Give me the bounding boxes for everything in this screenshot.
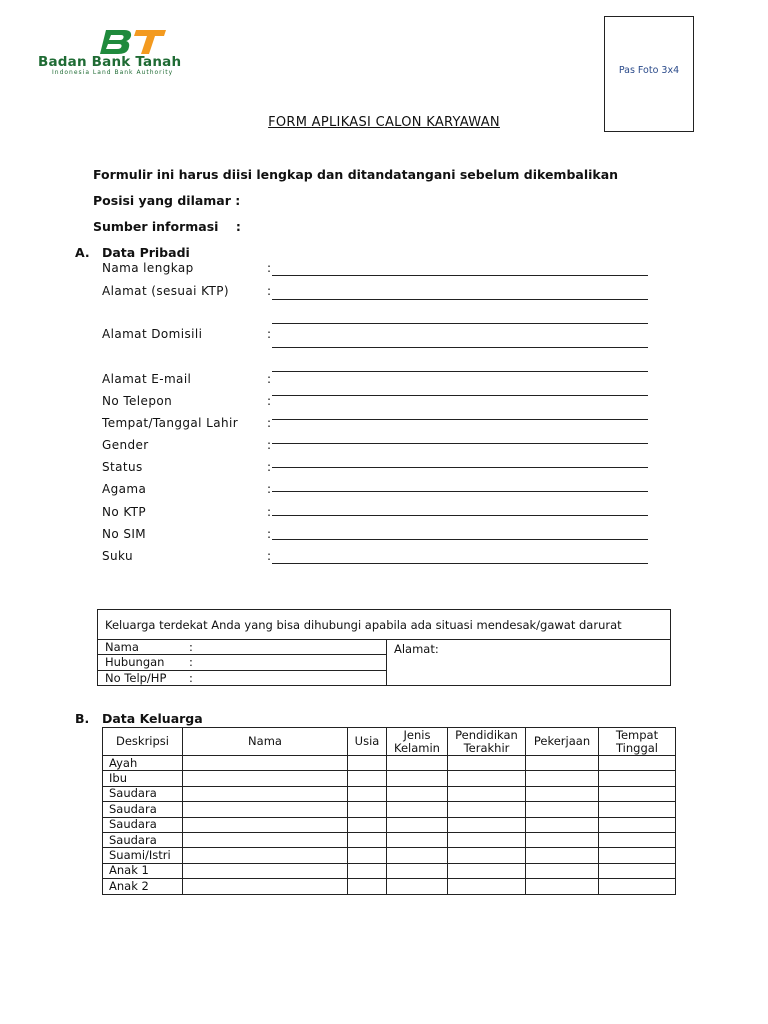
field-line-email[interactable] <box>272 395 648 396</box>
field-colon: : <box>267 261 272 275</box>
table-row <box>103 786 676 801</box>
table-row <box>103 863 676 878</box>
cell-deskripsi: Saudara <box>103 786 183 801</box>
cell-nama[interactable] <box>183 832 348 847</box>
field-colon: : <box>267 416 272 430</box>
field-line-status[interactable] <box>272 491 648 492</box>
emergency-label: Nama <box>105 640 139 654</box>
cell-jenis-kelamin[interactable] <box>387 802 448 817</box>
cell-usia[interactable] <box>348 879 387 894</box>
cell-usia[interactable] <box>348 848 387 863</box>
cell-tempat-tinggal[interactable] <box>599 879 676 894</box>
cell-pekerjaan[interactable] <box>526 802 599 817</box>
cell-nama[interactable] <box>183 786 348 801</box>
field-line-agama[interactable] <box>272 515 648 516</box>
cell-tempat-tinggal[interactable] <box>599 817 676 832</box>
table-row <box>103 771 676 786</box>
field-label-ttl: Tempat/Tanggal Lahir <box>102 416 239 430</box>
field-colon: : <box>267 394 272 408</box>
field-label-email: Alamat E-mail <box>102 372 192 386</box>
field-label-suku: Suku <box>102 549 134 563</box>
cell-deskripsi: Ibu <box>103 771 183 786</box>
posisi-field[interactable]: Posisi yang dilamar : <box>93 193 241 208</box>
col-jenis-kelamin: Jenis Kelamin <box>387 728 448 756</box>
field-line-gender[interactable] <box>272 467 648 468</box>
cell-tempat-tinggal[interactable] <box>599 802 676 817</box>
field-colon: : <box>267 284 272 298</box>
cell-pekerjaan[interactable] <box>526 756 599 771</box>
table-row <box>103 817 676 832</box>
cell-pendidikan[interactable] <box>448 802 526 817</box>
cell-nama[interactable] <box>183 817 348 832</box>
cell-tempat-tinggal[interactable] <box>599 786 676 801</box>
field-line-ttl[interactable] <box>272 443 648 444</box>
cell-deskripsi: Saudara <box>103 832 183 847</box>
cell-usia[interactable] <box>348 832 387 847</box>
photo-label: Pas Foto 3x4 <box>618 65 680 76</box>
field-label-alamat-domisili: Alamat Domisili <box>102 327 203 341</box>
cell-nama[interactable] <box>183 879 348 894</box>
col-nama: Nama <box>183 728 348 756</box>
cell-tempat-tinggal[interactable] <box>599 848 676 863</box>
cell-deskripsi: Saudara <box>103 817 183 832</box>
cell-pekerjaan[interactable] <box>526 817 599 832</box>
cell-nama[interactable] <box>183 756 348 771</box>
cell-nama[interactable] <box>183 771 348 786</box>
table-row <box>103 848 676 863</box>
family-table-header <box>103 728 676 756</box>
cell-deskripsi: Saudara <box>103 802 183 817</box>
cell-deskripsi: Suami/Istri <box>103 848 183 863</box>
field-label-agama: Agama <box>102 482 147 496</box>
instruction-text: Formulir ini harus diisi lengkap dan ditandatangani sebelum dikembalikan <box>93 167 619 182</box>
cell-jenis-kelamin[interactable] <box>387 879 448 894</box>
cell-pekerjaan[interactable] <box>526 832 599 847</box>
cell-jenis-kelamin[interactable] <box>387 786 448 801</box>
col-tempat-tinggal: Tempat Tinggal <box>599 728 676 756</box>
cell-pekerjaan[interactable] <box>526 879 599 894</box>
emergency-alamat-label: Alamat: <box>394 642 439 656</box>
table-row <box>103 832 676 847</box>
emergency-colon: : <box>189 640 193 654</box>
section-a-title: Data Pribadi <box>102 245 190 260</box>
field-colon: : <box>267 527 272 541</box>
cell-pendidikan[interactable] <box>448 756 526 771</box>
field-label-status: Status <box>102 460 143 474</box>
field-line-alamat-domisili[interactable] <box>272 347 648 348</box>
logo-subtitle: Indonesia Land Bank Authority <box>52 69 174 76</box>
cell-nama[interactable] <box>183 802 348 817</box>
field-colon: : <box>267 327 272 341</box>
emergency-contact-box <box>97 609 671 686</box>
cell-usia[interactable] <box>348 756 387 771</box>
cell-pendidikan[interactable] <box>448 771 526 786</box>
field-colon: : <box>267 372 272 386</box>
emergency-colon: : <box>189 655 193 670</box>
table-row <box>103 802 676 817</box>
col-deskripsi: Deskripsi <box>103 728 183 756</box>
col-pekerjaan: Pekerjaan <box>526 728 599 756</box>
table-row <box>103 879 676 894</box>
cell-tempat-tinggal[interactable] <box>599 756 676 771</box>
field-label-nama: Nama lengkap <box>102 261 194 275</box>
emergency-label: No Telp/HP <box>105 670 167 685</box>
cell-jenis-kelamin[interactable] <box>387 832 448 847</box>
emergency-row-nama[interactable] <box>98 640 386 655</box>
cell-deskripsi: Anak 2 <box>103 879 183 894</box>
cell-pendidikan[interactable] <box>448 832 526 847</box>
cell-jenis-kelamin[interactable] <box>387 771 448 786</box>
cell-usia[interactable] <box>348 802 387 817</box>
field-colon: : <box>267 549 272 563</box>
cell-deskripsi: Anak 1 <box>103 863 183 878</box>
field-label-ktp: No KTP <box>102 505 147 519</box>
col-pendidikan: Pendidikan Terakhir <box>448 728 526 756</box>
logo-name: Badan Bank Tanah <box>38 54 182 70</box>
cell-tempat-tinggal[interactable] <box>599 771 676 786</box>
cell-usia[interactable] <box>348 817 387 832</box>
cell-pendidikan[interactable] <box>448 879 526 894</box>
field-line-alamat-ktp[interactable] <box>272 299 648 300</box>
cell-jenis-kelamin[interactable] <box>387 848 448 863</box>
section-b-title: Data Keluarga <box>102 711 203 726</box>
emergency-row-telp[interactable] <box>98 671 386 686</box>
emergency-colon: : <box>189 670 193 685</box>
field-line-alamat-ktp-2[interactable] <box>272 323 648 324</box>
cell-nama[interactable] <box>183 863 348 878</box>
cell-jenis-kelamin[interactable] <box>387 863 448 878</box>
field-line-ktp[interactable] <box>272 539 648 540</box>
field-colon: : <box>267 482 272 496</box>
cell-pendidikan[interactable] <box>448 863 526 878</box>
cell-tempat-tinggal[interactable] <box>599 832 676 847</box>
cell-pekerjaan[interactable] <box>526 771 599 786</box>
cell-usia[interactable] <box>348 786 387 801</box>
field-colon: : <box>267 460 272 474</box>
emergency-fields <box>98 640 387 686</box>
emergency-row-hubungan[interactable] <box>98 655 386 670</box>
field-line-telepon[interactable] <box>272 419 648 420</box>
cell-pendidikan[interactable] <box>448 848 526 863</box>
field-label-alamat-ktp: Alamat (sesuai KTP) <box>102 284 229 298</box>
field-line-suku[interactable] <box>272 563 648 564</box>
field-label-gender: Gender <box>102 438 149 452</box>
field-colon: : <box>267 438 272 452</box>
cell-deskripsi: Ayah <box>103 756 183 771</box>
cell-pekerjaan[interactable] <box>526 786 599 801</box>
cell-jenis-kelamin[interactable] <box>387 817 448 832</box>
cell-tempat-tinggal[interactable] <box>599 863 676 878</box>
cell-usia[interactable] <box>348 771 387 786</box>
cell-pekerjaan[interactable] <box>526 863 599 878</box>
section-a-letter: A. <box>75 245 90 260</box>
table-row <box>103 756 676 771</box>
field-line-nama[interactable] <box>272 275 648 276</box>
field-line-alamat-domisili-2[interactable] <box>272 371 648 372</box>
family-table <box>102 727 676 895</box>
cell-nama[interactable] <box>183 848 348 863</box>
emergency-heading: Keluarga terdekat Anda yang bisa dihubungi apabila ada situasi mendesak/gawat darurat <box>98 610 670 640</box>
sumber-field[interactable]: Sumber informasi : <box>93 219 241 234</box>
cell-pendidikan[interactable] <box>448 786 526 801</box>
emergency-label: Hubungan <box>105 655 165 670</box>
field-label-telepon: No Telepon <box>102 394 173 408</box>
cell-pekerjaan[interactable] <box>526 848 599 863</box>
cell-usia[interactable] <box>348 863 387 878</box>
field-label-sim: No SIM <box>102 527 147 541</box>
form-title: FORM APLIKASI CALON KARYAWAN <box>268 115 500 130</box>
section-b-letter: B. <box>75 711 90 726</box>
field-colon: : <box>267 505 272 519</box>
col-usia: Usia <box>348 728 387 756</box>
cell-jenis-kelamin[interactable] <box>387 756 448 771</box>
cell-pendidikan[interactable] <box>448 817 526 832</box>
bank-tanah-logo-icon <box>98 28 168 56</box>
